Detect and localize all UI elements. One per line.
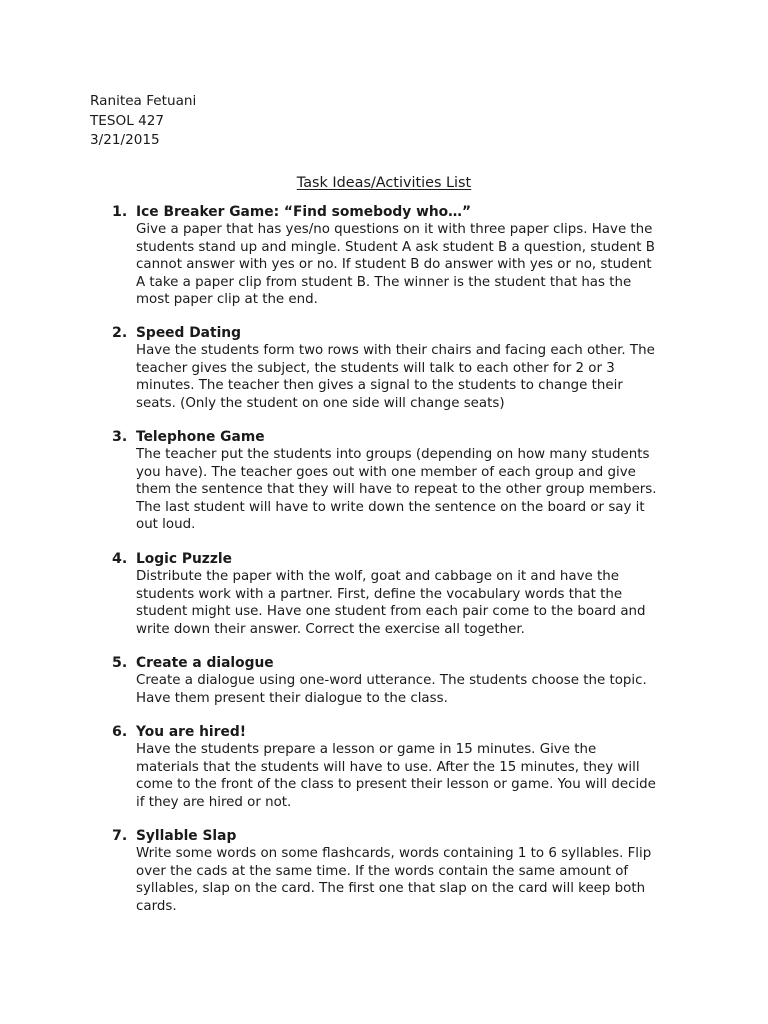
item-body-line: The last student will have to write down the sentence on the board or say it xyxy=(136,499,645,515)
list-item xyxy=(112,203,696,309)
item-body xyxy=(136,845,696,915)
item-number: 5. xyxy=(112,655,128,671)
list-item xyxy=(112,428,696,534)
item-body-line: teacher gives the subject, the students will talk to each other for 2 or 3 xyxy=(136,360,615,376)
list-item xyxy=(112,550,696,638)
list-item xyxy=(112,654,696,707)
item-title: Telephone Game xyxy=(136,429,265,445)
item-body-line: A take a paper clip from student B. The winner is the student that has the xyxy=(136,274,632,290)
list-item xyxy=(112,827,696,915)
item-number: 6. xyxy=(112,724,128,740)
item-title: Create a dialogue xyxy=(136,655,274,671)
item-body-line: materials that the students will have to use. After the 15 minutes, they will xyxy=(136,759,640,775)
item-body-line: students stand up and mingle. Student A ask student B a question, student B xyxy=(136,239,655,255)
item-body-line: Create a dialogue using one-word utterance. The students choose the topic. xyxy=(136,673,647,688)
item-body xyxy=(136,342,696,412)
author-header xyxy=(90,92,196,151)
item-body-line: Give a paper that has yes/no questions on it with three paper clips. Have the xyxy=(136,222,653,237)
item-number: 4. xyxy=(112,551,128,567)
item-number: 3. xyxy=(112,429,128,445)
item-number: 7. xyxy=(112,828,128,844)
item-body-line: Have the students prepare a lesson or game in 15 minutes. Give the xyxy=(136,742,597,757)
document-title: Task Ideas/Activities List xyxy=(296,175,472,191)
item-body-line: student might use. Have one student from each pair come to the board and xyxy=(136,604,646,620)
item-body-line: minutes. The teacher then gives a signal to the students to change their xyxy=(136,378,623,394)
item-body-line: come to the front of the class to present their lesson or game. You will decide xyxy=(136,777,656,793)
item-body xyxy=(136,672,696,707)
item-number: 1. xyxy=(112,204,128,220)
item-number: 2. xyxy=(112,325,128,341)
document-title-wrapper xyxy=(0,173,768,193)
item-body-line: them the sentence that they will have to repeat to the other group members. xyxy=(136,482,657,498)
item-body-line: Distribute the paper with the wolf, goat and cabbage on it and have the xyxy=(136,569,619,584)
item-body-line: seats. (Only the student on one side will change seats) xyxy=(136,395,505,411)
item-title: Ice Breaker Game: “Find somebody who…” xyxy=(136,204,472,220)
author-name: Ranitea Fetuani xyxy=(90,93,197,109)
item-body xyxy=(136,568,696,638)
item-body-line: over the cads at the same time. If the words contain the same amount of xyxy=(136,863,629,879)
item-body-line: most paper clip at the end. xyxy=(136,292,318,308)
course-name: TESOL 427 xyxy=(90,112,165,129)
item-body xyxy=(136,741,696,811)
item-body-line: write down their answer. Correct the exercise all together. xyxy=(136,621,525,637)
item-title: Speed Dating xyxy=(136,325,241,341)
item-title: You are hired! xyxy=(136,724,246,740)
item-body-line: cannot answer with yes or no. If student B do answer with yes or no, student xyxy=(136,257,652,273)
item-body-line: cards. xyxy=(136,898,177,914)
item-body-line: The teacher put the students into groups (depending on how many students xyxy=(136,447,650,462)
item-body-line: syllables, slap on the card. The first one that slap on the card will keep both xyxy=(136,881,646,897)
item-body-line: Have the students form two rows with their chairs and facing each other. The xyxy=(136,343,655,358)
item-body-line: students work with a partner. First, define the vocabulary words that the xyxy=(136,586,623,602)
item-body-line: if they are hired or not. xyxy=(136,794,292,810)
list-item xyxy=(112,324,696,412)
item-body-line: out loud. xyxy=(136,517,196,533)
list-item xyxy=(112,723,696,811)
item-body xyxy=(136,221,696,309)
document-date: 3/21/2015 xyxy=(90,132,160,148)
item-body xyxy=(136,446,696,534)
item-title: Logic Puzzle xyxy=(136,551,232,567)
item-body-line: you have). The teacher goes out with one member of each group and give xyxy=(136,464,636,480)
item-title: Syllable Slap xyxy=(136,828,237,844)
item-body-line: Write some words on some flashcards, words containing 1 to 6 syllables. Flip xyxy=(136,846,652,861)
item-body-line: Have them present their dialogue to the class. xyxy=(136,690,448,706)
